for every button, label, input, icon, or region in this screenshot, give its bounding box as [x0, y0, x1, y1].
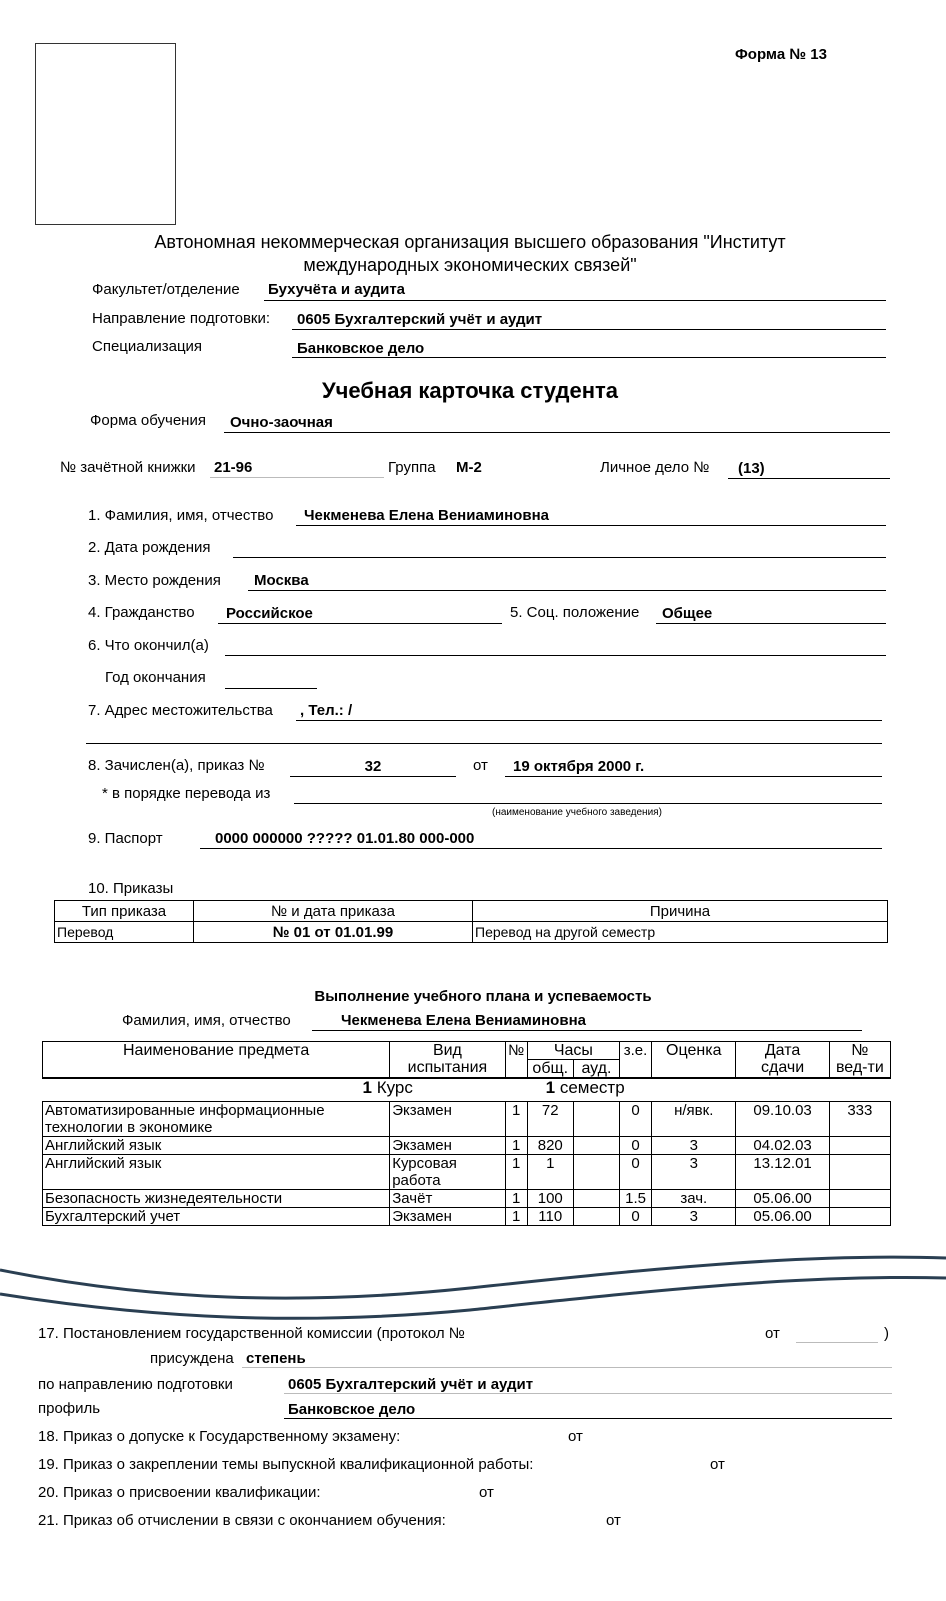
- org-name-line2: международных экономических связей": [303, 255, 637, 275]
- perf-fio-label: Фамилия, имя, отчество: [122, 1012, 291, 1029]
- study-form-label: Форма обучения: [90, 412, 206, 429]
- citizenship-underline: [218, 623, 502, 624]
- cell-ze: 0: [620, 1208, 652, 1226]
- cell-aud: [573, 1137, 619, 1155]
- state-commission-close: ): [884, 1325, 889, 1342]
- photo-placeholder: [35, 43, 176, 225]
- orders-cell-reason: Перевод на другой семестр: [473, 922, 888, 943]
- cell-aud: [573, 1208, 619, 1226]
- direction-underline: [292, 329, 886, 330]
- enrolled-order-underline: [290, 776, 456, 777]
- fio-label: 1. Фамилия, имя, отчество: [88, 507, 274, 524]
- birth-date-label: 2. Дата рождения: [88, 539, 211, 556]
- orders-cell-number: № 01 от 01.01.99: [194, 922, 473, 943]
- cell-num: 1: [505, 1155, 527, 1190]
- order21-label: 21. Приказ об отчислении в связи с окончанием обучения:: [38, 1512, 446, 1529]
- header-hours: Часы: [527, 1042, 619, 1060]
- cell-aud: [573, 1102, 619, 1137]
- table-row: [43, 1102, 891, 1137]
- birth-place-label: 3. Место рождения: [88, 572, 221, 589]
- header-num: №: [505, 1042, 527, 1079]
- order20-from: от: [479, 1484, 494, 1501]
- cell-type-2: работа: [392, 1172, 441, 1189]
- header-date: [736, 1042, 829, 1079]
- order18-from: от: [568, 1428, 583, 1445]
- address-value: , Тел.: /: [300, 702, 353, 719]
- cell-date: 05.06.00: [736, 1208, 829, 1226]
- header-hours-aud: ауд.: [573, 1060, 619, 1079]
- cell-type: Экзамен: [390, 1208, 505, 1226]
- order19-label: 19. Приказ о закреплении темы выпускной квалификационной работы:: [38, 1456, 534, 1473]
- passport-label: 9. Паспорт: [88, 830, 163, 847]
- grad-year-label: Год окончания: [105, 669, 206, 686]
- cell-grade: зач.: [652, 1190, 736, 1208]
- birth-place-underline: [248, 590, 886, 591]
- social-underline: [656, 623, 886, 624]
- cell-type: [390, 1155, 505, 1190]
- cell-num: 1: [505, 1190, 527, 1208]
- semester-num: 1: [545, 1078, 556, 1097]
- cell-subject: Английский язык: [43, 1155, 390, 1190]
- cell-num: 1: [505, 1208, 527, 1226]
- cell-date: 04.02.03: [736, 1137, 829, 1155]
- birth-date-underline: [233, 557, 886, 558]
- order20-label: 20. Приказ о присвоении квалификации:: [38, 1484, 321, 1501]
- header-exam-type: [390, 1042, 505, 1079]
- cell-subject: Безопасность жизнедеятельности: [43, 1190, 390, 1208]
- orders-header-row: [55, 901, 888, 922]
- social-label: 5. Соц. положение: [510, 604, 640, 621]
- study-form-underline: [224, 432, 890, 433]
- state-commission-label: 17. Постановлением государственной комиссии (протокол №: [38, 1325, 465, 1342]
- cell-type: Экзамен: [390, 1102, 505, 1137]
- org-name-line1: Автономная некоммерческая организация высшего образования "Институт: [154, 232, 786, 252]
- cell-subject-1: Автоматизированные информационные: [45, 1102, 325, 1119]
- faculty-value: Бухучёта и аудита: [268, 281, 406, 298]
- cell-ze: 0: [620, 1155, 652, 1190]
- orders-label: 10. Приказы: [88, 880, 174, 897]
- cell-sheet: [829, 1137, 890, 1155]
- social-value: Общее: [662, 605, 713, 622]
- grad-year-underline: [225, 688, 317, 689]
- graduated-underline: [225, 655, 886, 656]
- orders-header-type: Тип приказа: [55, 901, 194, 922]
- grades-header-row: [43, 1042, 891, 1060]
- cell-subject: Бухгалтерский учет: [43, 1208, 390, 1226]
- table-row: [43, 1190, 891, 1208]
- cell-date: 13.12.01: [736, 1155, 829, 1190]
- transfer-label: * в порядке перевода из: [102, 785, 271, 802]
- cell-sheet: [829, 1155, 890, 1190]
- enrolled-label: 8. Зачислен(а), приказ №: [88, 757, 265, 774]
- cell-total: 820: [527, 1137, 573, 1155]
- record-book-label: № зачётной книжки: [60, 459, 196, 476]
- semester-label: семестр: [559, 1078, 625, 1097]
- cell-total: 100: [527, 1190, 573, 1208]
- cell-ze: 0: [620, 1102, 652, 1137]
- passport-underline: [200, 848, 882, 849]
- citizenship-value: Российское: [226, 605, 313, 622]
- degree-value: степень: [246, 1350, 306, 1367]
- cell-subject-2: технологии в экономике: [45, 1119, 213, 1136]
- cell-total: 1: [527, 1155, 573, 1190]
- table-row: [55, 922, 888, 943]
- header-grade: Оценка: [652, 1042, 736, 1079]
- passport-value: 0000 000000 ????? 01.01.80 000-000: [215, 830, 475, 847]
- header-sheet: [829, 1042, 890, 1079]
- personal-file-label: Личное дело №: [600, 459, 710, 476]
- orders-header-reason: Причина: [473, 901, 888, 922]
- enrolled-order: 32: [364, 758, 382, 775]
- header-hours-total: общ.: [527, 1060, 573, 1079]
- state-commission-from: от: [765, 1325, 780, 1342]
- faculty-underline: [264, 300, 886, 301]
- cell-aud: [573, 1155, 619, 1190]
- header-credits: з.е.: [620, 1042, 652, 1079]
- faculty-label: Факультет/отделение: [92, 281, 240, 298]
- cell-grade: 3: [652, 1137, 736, 1155]
- enrolled-from-label: от: [473, 757, 488, 774]
- profile-label: профиль: [38, 1400, 101, 1417]
- cell-num: 1: [505, 1102, 527, 1137]
- grades-table: [42, 1041, 891, 1226]
- address-underline: [296, 720, 882, 721]
- page-break-wave: [0, 1248, 946, 1328]
- cell-subject: [43, 1102, 390, 1137]
- cell-total: 72: [527, 1102, 573, 1137]
- study-form-value: Очно-заочная: [230, 414, 333, 431]
- fio-value: Чекменева Елена Вениаминовна: [304, 507, 549, 524]
- cell-type: Экзамен: [390, 1137, 505, 1155]
- enrolled-date: 19 октября 2000 г.: [513, 758, 645, 775]
- transfer-underline: [294, 803, 882, 804]
- specialization-label: Специализация: [92, 338, 203, 355]
- header-sheet-1: №: [851, 1042, 869, 1059]
- header-exam-type-2: испытания: [407, 1059, 488, 1076]
- address-underline-2: [86, 743, 882, 744]
- header-date-2: сдачи: [760, 1059, 805, 1076]
- orders-cell-type: Перевод: [55, 922, 194, 943]
- order21-from: от: [606, 1512, 621, 1529]
- degree-underline: [242, 1367, 892, 1368]
- card-title: Учебная карточка студента: [321, 378, 619, 403]
- specialization-underline: [292, 357, 886, 358]
- cell-ze: 0: [620, 1137, 652, 1155]
- record-book-value: 21-96: [214, 459, 253, 476]
- cell-sheet: [829, 1208, 890, 1226]
- profile-value: Банковское дело: [288, 1401, 416, 1418]
- cell-date: 09.10.03: [736, 1102, 829, 1137]
- cell-sheet: [829, 1190, 890, 1208]
- cell-type-1: Курсовая: [392, 1155, 457, 1172]
- personal-file-value: (13): [738, 460, 765, 477]
- course-label: Курс: [376, 1078, 413, 1097]
- perf-title: Выполнение учебного плана и успеваемость: [314, 988, 652, 1005]
- direction-label: Направление подготовки:: [92, 310, 271, 327]
- institution-note: (наименование учебного заведения): [492, 807, 662, 818]
- table-row: [43, 1208, 891, 1226]
- header-sheet-2: вед-ти: [835, 1059, 884, 1076]
- degree-label: присуждена: [150, 1350, 234, 1367]
- course-num: 1: [362, 1078, 372, 1097]
- profile-underline: [284, 1418, 892, 1419]
- table-row: [43, 1137, 891, 1155]
- orders-table: [54, 900, 888, 943]
- cell-ze: 1.5: [620, 1190, 652, 1208]
- graduated-label: 6. Что окончил(а): [88, 637, 209, 654]
- fio-underline: [296, 525, 886, 526]
- perf-fio-underline: [312, 1030, 862, 1031]
- form-number: Форма № 13: [735, 46, 827, 63]
- final-direction-value: 0605 Бухгалтерский учёт и аудит: [288, 1376, 534, 1393]
- enrolled-date-underline: [505, 776, 882, 777]
- orders-header-number: № и дата приказа: [194, 901, 473, 922]
- address-label: 7. Адрес местожительства: [88, 702, 273, 719]
- record-book-underline: [210, 477, 384, 478]
- cell-num: 1: [505, 1137, 527, 1155]
- cell-aud: [573, 1190, 619, 1208]
- perf-fio-value: Чекменева Елена Вениаминовна: [341, 1012, 586, 1029]
- order18-label: 18. Приказ о допуске к Государственному экзамену:: [38, 1428, 401, 1445]
- personal-file-underline: [728, 478, 890, 479]
- table-row: [43, 1155, 891, 1190]
- final-direction-underline: [284, 1393, 892, 1394]
- cell-subject: Английский язык: [43, 1137, 390, 1155]
- order19-from: от: [710, 1456, 725, 1473]
- cell-type: Зачёт: [390, 1190, 505, 1208]
- group-value: М-2: [456, 459, 482, 476]
- cell-grade: 3: [652, 1155, 736, 1190]
- header-exam-type-1: Вид: [432, 1042, 462, 1059]
- citizenship-label: 4. Гражданство: [88, 604, 195, 621]
- header-subject: Наименование предмета: [43, 1042, 390, 1079]
- cell-grade: н/явк.: [652, 1102, 736, 1137]
- direction-value: 0605 Бухгалтерский учёт и аудит: [297, 311, 543, 328]
- cell-sheet: 333: [829, 1102, 890, 1137]
- course-cell: [43, 1078, 891, 1102]
- cell-total: 110: [527, 1208, 573, 1226]
- cell-date: 05.06.00: [736, 1190, 829, 1208]
- specialization-value: Банковское дело: [297, 340, 425, 357]
- cell-grade: 3: [652, 1208, 736, 1226]
- final-direction-label: по направлению подготовки: [38, 1376, 233, 1393]
- state-commission-date-underline: [796, 1342, 878, 1343]
- header-date-1: Дата: [764, 1042, 801, 1059]
- group-label: Группа: [388, 459, 436, 476]
- birth-place-value: Москва: [254, 572, 309, 589]
- course-row: [43, 1078, 891, 1102]
